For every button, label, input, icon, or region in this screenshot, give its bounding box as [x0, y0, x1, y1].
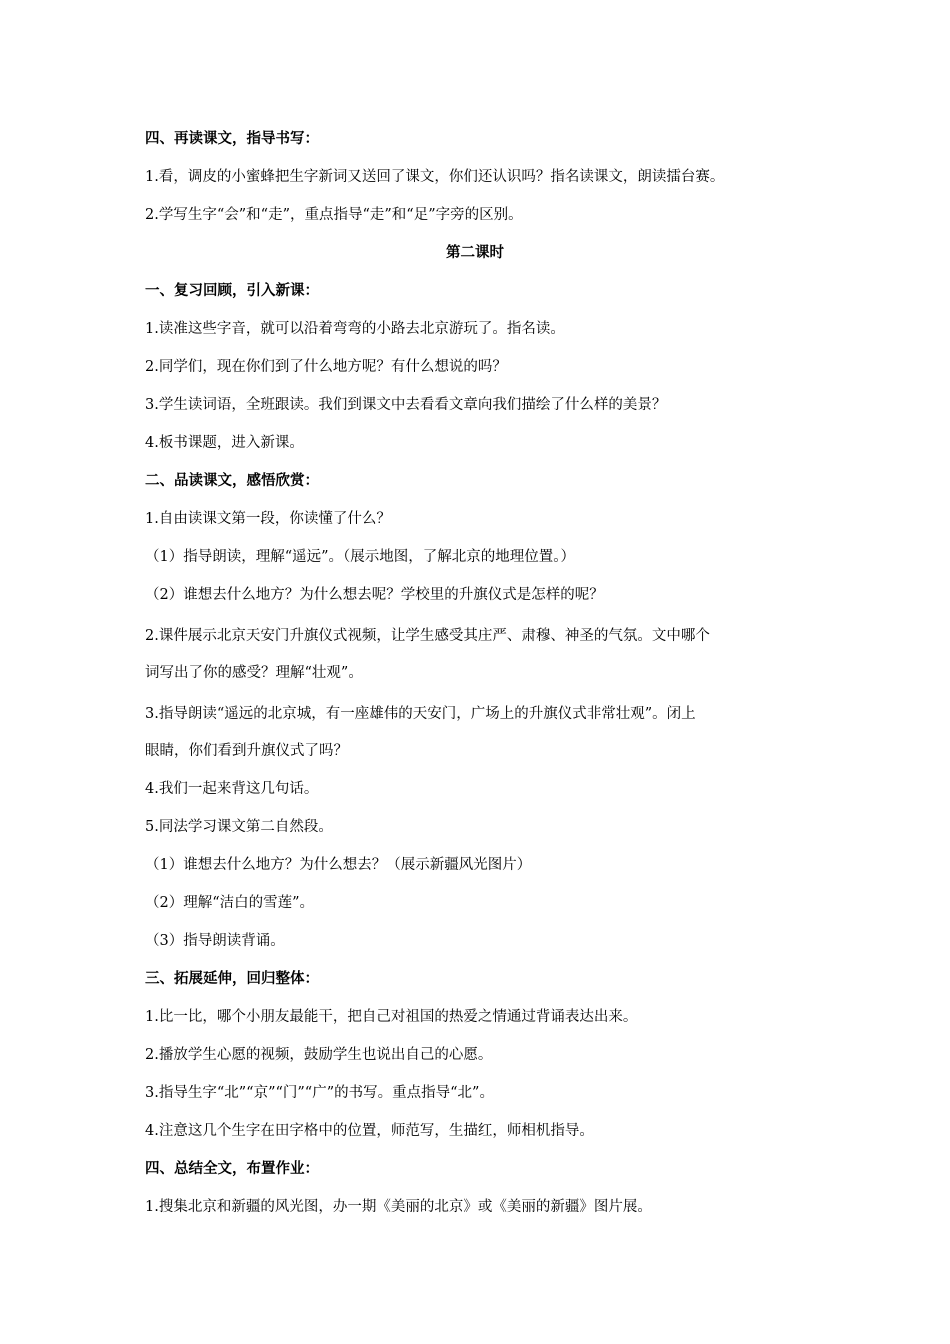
paragraph: 4.我们一起来背这几句话。	[145, 781, 319, 797]
paragraph: 5.同法学习课文第二自然段。	[145, 819, 333, 835]
sub-item: （1）谁想去什么地方？为什么想去？（展示新疆风光图片）	[145, 857, 532, 873]
paragraph: 2.同学们，现在你们到了什么地方呢？有什么想说的吗？	[145, 359, 507, 375]
sub-item: （2）理解“洁白的雪莲”。	[145, 895, 315, 911]
section-heading-4-reread: 四、再读课文，指导书写：	[145, 130, 319, 147]
paragraph: 4.注意这几个生字在田字格中的位置，师范写，生描红，师相机指导。	[145, 1123, 594, 1139]
document-page	[145, 120, 825, 1226]
paragraph: 1.自由读课文第一段，你读懂了什么？	[145, 511, 391, 527]
paragraph: 2.播放学生心愿的视频，鼓励学生也说出自己的心愿。	[145, 1047, 493, 1063]
sub-item: （1）指导朗读，理解“遥远”。（展示地图，了解北京的地理位置。）	[145, 549, 576, 565]
paragraph: 1.看，调皮的小蜜蜂把生字新词又送回了课文，你们还认识吗？指名读课文，朗读擂台赛。	[145, 169, 725, 185]
paragraph: 1.比一比，哪个小朋友最能干，把自己对祖国的热爱之情通过背诵表达出来。	[145, 1009, 638, 1025]
paragraph: 3.指导生字“北”“京”“门”“广”的书写。重点指导“北”。	[145, 1085, 494, 1101]
paragraph: 3.指导朗读“遥远的北京城，有一座雄伟的天安门，广场上的升旗仪式非常壮观”。闭上	[145, 706, 696, 722]
sub-item: （3）指导朗读背诵。	[145, 933, 285, 949]
section-heading-1-review: 一、复习回顾，引入新课：	[145, 282, 319, 299]
paragraph: 4.板书课题，进入新课。	[145, 435, 304, 451]
section-heading-4-summary: 四、总结全文，布置作业：	[145, 1160, 319, 1177]
paragraph: 3.学生读词语，全班跟读。我们到课文中去看看文章向我们描绘了什么样的美景？	[145, 397, 667, 413]
sub-item: （2）谁想去什么地方？为什么想去呢？学校里的升旗仪式是怎样的呢？	[145, 587, 604, 603]
paragraph: 1.读准这些字音，就可以沿着弯弯的小路去北京游玩了。指名读。	[145, 321, 565, 337]
paragraph: 2.学写生字“会”和“走”，重点指导“走”和“足”字旁的区别。	[145, 207, 523, 223]
section-heading-2-read: 二、品读课文，感悟欣赏：	[145, 472, 319, 489]
paragraph: 1.搜集北京和新疆的风光图，办一期《美丽的北京》或《美丽的新疆》图片展。	[145, 1199, 652, 1215]
lesson-title: 第二课时	[446, 244, 504, 261]
paragraph: 2.课件展示北京天安门升旗仪式视频，让学生感受其庄严、肃穆、神圣的气氛。文中哪个	[145, 628, 710, 644]
section-heading-3-extend: 三、拓展延伸，回归整体：	[145, 970, 319, 987]
paragraph-continuation: 眼睛，你们看到升旗仪式了吗？	[145, 743, 348, 759]
paragraph-continuation: 词写出了你的感受？理解“壮观”。	[145, 665, 363, 681]
